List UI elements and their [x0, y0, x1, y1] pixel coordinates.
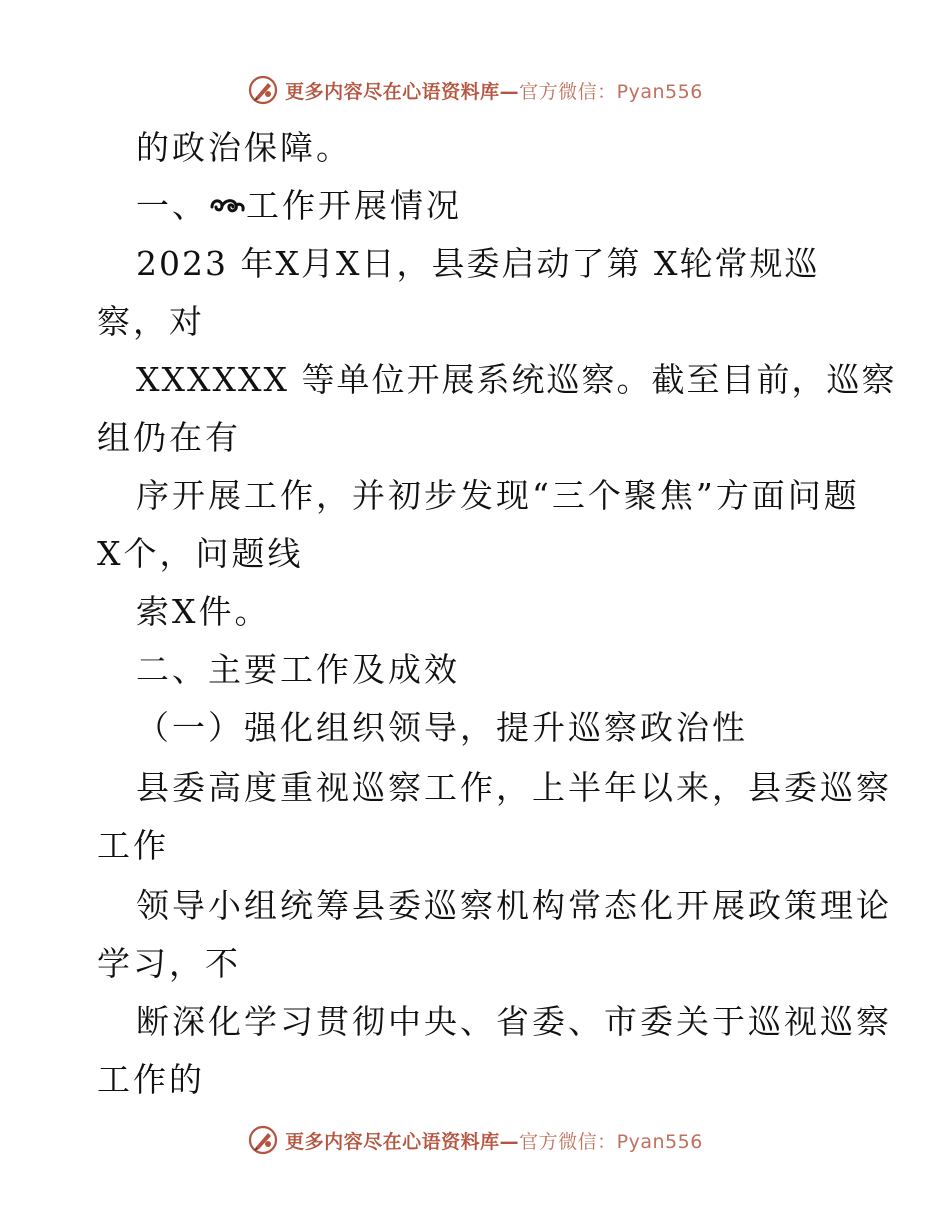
- text-line: 的政治保障。: [136, 128, 352, 167]
- text-line: 2023 年X月X日，县委启动了第 X轮常规巡: [136, 244, 820, 283]
- text-line: 工作的: [97, 1060, 205, 1099]
- section-heading-2: 二、主要工作及成效: [136, 650, 460, 689]
- heading-title: 工作开展情况: [246, 186, 462, 225]
- watermark-text: 更多内容尽在心语资料库—官方微信：Pyan556: [285, 80, 703, 103]
- text-line: 序开展工作，并初步发现“三个聚焦”方面问题: [136, 476, 860, 515]
- text-line: 县委高度重视巡察工作，上半年以来，县委巡察: [136, 768, 892, 807]
- text-line: 断深化学习贯彻中央、省委、市委关于巡视巡察: [136, 1002, 892, 1041]
- watermark-wechat: 官方微信：Pyan556: [519, 1130, 703, 1153]
- watermark-banner-bottom: [0, 1122, 950, 1158]
- text-line: X个，问题线: [97, 534, 304, 573]
- text-line: 察，对: [97, 302, 205, 341]
- text-line: 领导小组统筹县委巡察机构常态化开展政策理论: [136, 886, 892, 925]
- text-line: XXXXXX 等单位开展系统巡察。截至目前，巡察: [136, 360, 897, 399]
- text-line: 组仍在有: [97, 418, 241, 457]
- watermark-wechat: 官方微信：Pyan556: [519, 80, 703, 103]
- text-line: 索X件。: [136, 592, 271, 631]
- section-heading-1: [136, 186, 462, 226]
- text-line: 工作: [97, 826, 169, 865]
- subsection-heading: （一）强化组织领导，提升巡察政治性: [136, 708, 748, 747]
- text-line: 学习，不: [97, 944, 241, 983]
- watermark-text: 更多内容尽在心语资料库—官方微信：Pyan556: [285, 1130, 703, 1153]
- quill-pen-seal-icon: [247, 1124, 279, 1156]
- heading-number: 一、: [136, 186, 208, 225]
- cloud-swirl-ornament-icon: [208, 193, 246, 221]
